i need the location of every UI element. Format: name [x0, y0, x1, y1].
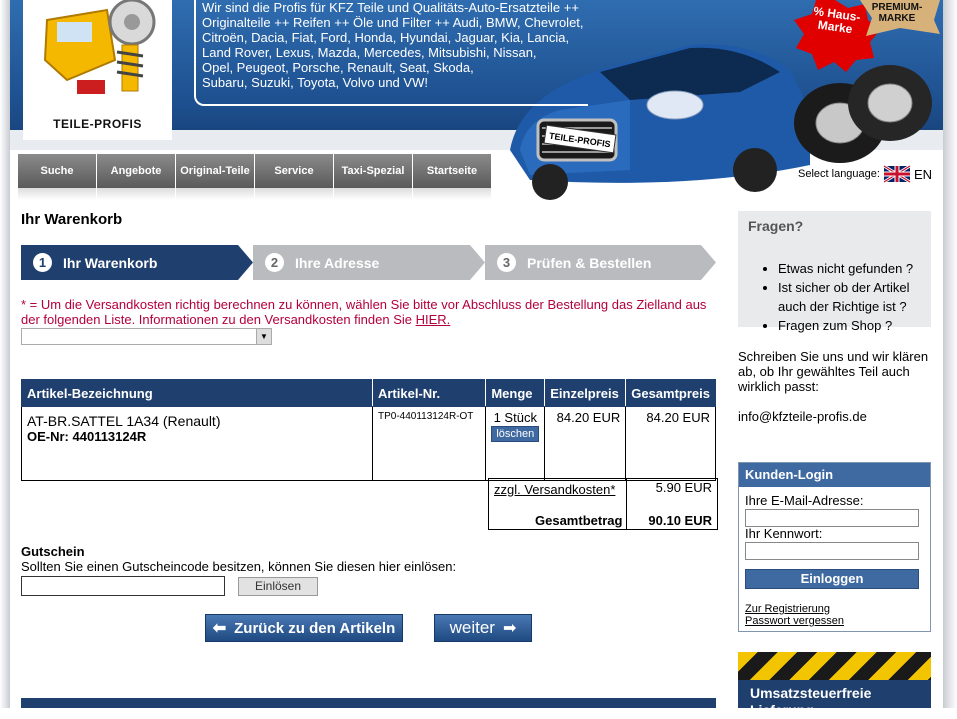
continue-button-label: weiter	[449, 618, 495, 637]
tax-free-title: Umsatzsteuerfreie Lieferung	[750, 685, 872, 718]
contact-info	[738, 349, 933, 424]
nav-item-label: Suche	[40, 165, 74, 177]
redeem-voucher-button[interactable]: Einlösen	[238, 577, 318, 596]
shipping-notice	[21, 297, 721, 327]
cell-quantity	[486, 407, 545, 481]
password-field[interactable]	[745, 542, 919, 560]
total-value: 90.10 EUR	[648, 513, 712, 528]
intro-line: Wir sind die Profis für KFZ Teile und Qualitäts-Auto-Ersatzteile ++	[202, 0, 579, 15]
intro-line: Subaru, Suzuki, Toyota, Volvo und VW!	[202, 75, 428, 90]
nav-item-service[interactable]	[255, 154, 334, 188]
col-header-total-price: Gesamtpreis	[626, 380, 716, 407]
intro-line: Originalteile ++ Reifen ++ Öle und Filter ++ Audi, BMW, Chevrolet,	[202, 15, 584, 30]
quantity-value: 1 Stück	[493, 410, 537, 425]
contact-email[interactable]: info@kfzteile-profis.de	[738, 409, 867, 424]
nav-item-suche[interactable]	[18, 154, 97, 188]
hausmarke-badge-text: % Haus-Marke	[812, 3, 862, 37]
col-header-unit-price: Einzelpreis	[545, 380, 626, 407]
faq-item[interactable]: • Fragen zum Shop ?	[778, 316, 928, 335]
cart-summary	[488, 478, 718, 530]
shipping-costs-link[interactable]: zzgl. Versandkosten*	[494, 482, 616, 497]
logo-text: TEILE-PROFIS	[53, 117, 142, 131]
email-field[interactable]	[745, 509, 919, 527]
nav-item-label: Service	[274, 165, 314, 177]
intro-line: Opel, Peugeot, Porsche, Renault, Seat, Skoda,	[202, 60, 474, 75]
nav-item-label: Original-Teile	[180, 165, 250, 177]
uk-flag-icon[interactable]	[884, 166, 910, 182]
table-row	[22, 407, 716, 481]
register-link[interactable]: Zur Registrierung	[745, 603, 830, 615]
login-button[interactable]: Einloggen	[745, 569, 919, 589]
cart-header-row	[22, 380, 716, 407]
page-shadow-left	[0, 0, 10, 708]
tax-free-delivery-box[interactable]	[738, 652, 931, 718]
cell-total-price: 84.20 EUR	[626, 407, 716, 481]
step-label: Prüfen & Bestellen	[527, 255, 652, 271]
chevron-down-icon[interactable]: ▼	[256, 329, 271, 344]
language-label: Select language:	[798, 168, 880, 180]
faq-title: Fragen?	[748, 218, 804, 234]
cell-unit-price: 84.20 EUR	[545, 407, 626, 481]
back-button-label: Zurück zu den Artikeln	[234, 619, 396, 637]
page-title: Ihr Warenkorb	[21, 211, 123, 228]
step-number: 1	[33, 253, 52, 272]
voucher-section	[21, 544, 456, 574]
password-label: Ihr Kennwort:	[745, 526, 823, 541]
cell-article-no: TP0-440113124R-OT	[372, 407, 485, 481]
customer-login-box	[738, 462, 931, 632]
intro-line: Land Rover, Lexus, Mazda, Mercedes, Mitsubishi, Nissan,	[202, 45, 537, 60]
checkout-step-3	[485, 245, 716, 280]
intro-line: Citroën, Dacia, Fiat, Ford, Honda, Hyundai, Jaguar, Kia, Lancia,	[202, 30, 570, 45]
svg-text:TEILE-PROFIS: TEILE-PROFIS	[548, 130, 612, 150]
language-selector	[798, 166, 932, 182]
voucher-code-input[interactable]	[21, 576, 225, 596]
car-parts-logo-icon	[37, 0, 159, 112]
faq-list	[738, 259, 928, 335]
summary-divider	[626, 479, 627, 529]
step-label: Ihr Warenkorb	[63, 255, 158, 271]
warning-tape	[738, 652, 931, 680]
total-label: Gesamtbetrag	[535, 513, 623, 528]
nav-item-taxi-spezial[interactable]	[334, 154, 413, 188]
email-label: Ihre E-Mail-Adresse:	[745, 493, 864, 508]
nav-item-label: Taxi-Spezial	[341, 165, 405, 177]
col-header-quantity: Menge	[486, 380, 545, 407]
faq-item[interactable]: • Etwas nicht gefunden ?	[778, 259, 928, 278]
cell-description	[22, 407, 373, 481]
login-title: Kunden-Login	[739, 463, 930, 487]
product-oe-number: OE-Nr: 440113124R	[27, 429, 147, 444]
product-name[interactable]: AT-BR.SATTEL 1A34 (Renault)	[27, 413, 221, 429]
checkout-step-2	[253, 245, 485, 280]
premium-badge-text: PREMIUM-MARKE	[871, 2, 923, 24]
voucher-text: Sollten Sie einen Gutscheincode besitzen, können Sie diesen hier einlösen:	[21, 559, 457, 574]
continue-button[interactable]	[434, 614, 532, 642]
nav-item-label: Startseite	[426, 165, 478, 177]
nav-item-angebote[interactable]	[97, 154, 176, 188]
page-shadow-right	[943, 0, 957, 708]
intro-text-box	[194, 0, 588, 106]
delete-button[interactable]: löschen	[491, 426, 539, 442]
back-to-articles-button[interactable]	[205, 614, 403, 642]
forgot-password-link[interactable]: Passwort vergessen	[745, 615, 845, 627]
country-select[interactable]	[21, 328, 272, 345]
nav-item-startseite[interactable]	[413, 154, 492, 188]
contact-text: Schreiben Sie uns und wir klären ab, ob Ihr gewähltes Teil auch wirklich passt:	[738, 349, 929, 394]
language-current[interactable]: EN	[913, 166, 933, 182]
arrow-left-icon: ⬅	[212, 620, 227, 637]
shipping-notice-text: * = Um die Versandkosten richtig berechnen zu können, wählen Sie bitte vor Abschluss der Bestellung das Zielland aus der folgenden Liste. Informationen zu den Versandkosten finden Sie	[21, 297, 707, 327]
nav-item-original-teile[interactable]	[176, 154, 255, 188]
arrow-right-icon: ➡	[502, 620, 517, 637]
voucher-title: Gutschein	[21, 544, 85, 559]
faq-box	[738, 211, 931, 333]
col-header-article-no: Artikel-Nr.	[372, 380, 485, 407]
step-number: 3	[497, 253, 516, 272]
step-number: 2	[265, 253, 284, 272]
bottom-section-bar	[21, 698, 716, 708]
step-label: Ihre Adresse	[295, 255, 380, 271]
site-logo[interactable]	[23, 0, 172, 140]
col-header-description: Artikel-Bezeichnung	[22, 380, 373, 407]
nav-item-label: Angebote	[110, 165, 162, 177]
checkout-step-1	[21, 245, 253, 280]
shipping-info-link[interactable]: HIER.	[415, 312, 451, 327]
shipping-costs-value: 5.90 EUR	[655, 480, 712, 495]
cart-table	[21, 379, 716, 481]
faq-item[interactable]: • Ist sicher ob der Artikel auch der Richtige ist ?	[778, 278, 928, 316]
